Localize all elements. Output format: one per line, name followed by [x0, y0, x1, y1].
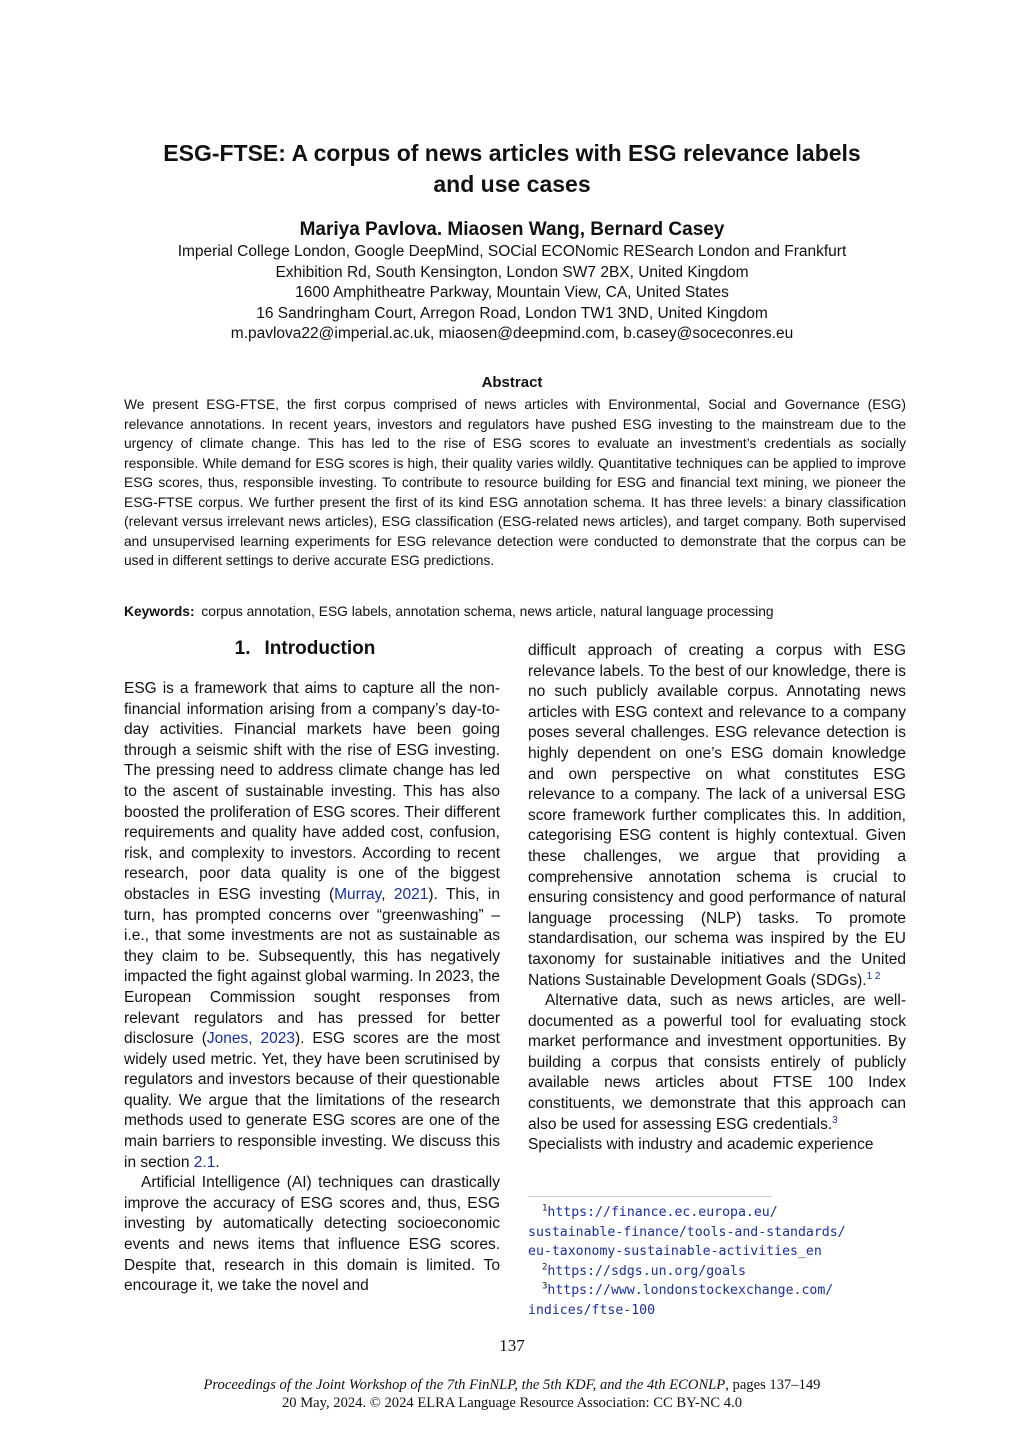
page-number: 137 [499, 1336, 525, 1355]
footnote-3[interactable]: $^3$https://www.londonstockexchange.com/ [542, 1281, 834, 1299]
affiliation-line: Imperial College London, Google DeepMind, SOCial ECONomic RESearch London and Frankfurt [177, 243, 847, 260]
intro-paragraph-4: Alternative data, such as news articles, are well-documented as a powerful tool for evaluating stock market performance and investment opportunities. By building a corpus that consists entirely of publicly available news articles about FTSE 100 Index constituents, we demonstrate that this approach can also be used for assessing ESG credentials.$^3$ [528, 992, 906, 1133]
footnotes [528, 1203, 906, 1321]
footnote-1[interactable]: $^1$https://finance.ec.europa.eu/ [542, 1203, 778, 1220]
affiliation-line: 1600 Amphitheatre Parkway, Mountain View, CA, United States [295, 284, 729, 302]
intro-paragraph-1: ESG is a framework that aims to capture all the non-financial information arising from a company’s day-to-day activities. Financial markets have been going through a seismic shift with the rise of ESG investing. The pressing need to address climate change has led to the ascent of sustainable investing. This has also boosted the proliferation of ESG scores. Their different requirements and quality have added cost, confusion, risk, and complexity to investors. According to recent research, poor data quality is one of the biggest obstacles in ESG investing (Murray, 2021). This, in turn, has prompted concerns over “greenwashing” – i.e., that some investments are not as sustainable as they claim to be. Subsequently, this has negatively impacted the fight against global warming. In 2023, the European Commission sought responses from relevant regulators and has pressed for better disclosure (Jones, 2023). ESG scores are the most widely used metric. Yet, they have been scrutinised by regulators and investors because of their questionable quality. We argue that the limitations of the research methods used to generate ESG scores are one of the main barriers to responsible investing. We discuss this in section 2.1. [124, 680, 500, 1171]
keywords [124, 602, 906, 622]
author-list: Mariya Pavlova. Miaosen Wang, Bernard Casey [299, 219, 725, 240]
proceedings-footer [0, 1376, 1024, 1412]
intro-paragraph-2: Artificial Intelligence (AI) techniques can drastically improve the accuracy of ESG scores and, thus, ESG investing by automatically detecting socioeconomic events and news items that influence ESG scores. Despite that, research in this domain is limited. To encourage it, we take the novel and [124, 1174, 500, 1295]
abstract-text: We present ESG-FTSE, the first corpus comprised of news articles with Environmental, Social and Governance (ESG) relevance annotations. In recent years, investors and regulators have pushed ESG investing to the mainstream due to the urgency of climate change. This has led to the rise of ESG scores to evaluate an investment’s credentials as socially responsible. While demand for ESG scores is high, their quality varies wildly. Quantitative techniques can be applied to improve ESG scores, thus, responsible investing. To contribute to resource building for ESG and financial text mining, we pioneer the ESG-FTSE corpus. We further present the first of its kind ESG annotation schema. It has three levels: a binary classification (relevant versus irrelevant news articles), ESG classification (ESG-related news articles), and target company. Both supervised and unsupervised learning experiments for ESG relevance detection were conducted to demonstrate that the corpus can be used in different settings to derive accurate ESG predictions. [124, 397, 906, 568]
footnote-2[interactable]: $^2$https://sdgs.un.org/goals [542, 1262, 746, 1279]
section-heading-introduction [124, 636, 500, 662]
footnote-3-cont[interactable]: indices/ftse-100 [528, 1302, 656, 1318]
citation-murray[interactable]: Murray [334, 885, 382, 903]
title-line-2: and use cases [433, 171, 591, 197]
intro-paragraph-5: Specialists with industry and academic experience [528, 1136, 874, 1154]
affiliations [80, 242, 944, 345]
affiliation-line: Exhibition Rd, South Kensington, London SW7 2BX, United Kingdom [275, 263, 749, 281]
proceedings-pages: , pages 137–149 [725, 1377, 821, 1393]
section-ref-2-1[interactable]: 2.1 [193, 1153, 216, 1171]
left-column [124, 679, 500, 1297]
citation-jones[interactable]: Jones, 2023 [206, 1030, 295, 1048]
keywords-label: Keywords: [124, 604, 195, 619]
proceedings-license: 20 May, 2024. © 2024 ELRA Language Resource Association: CC BY-NC 4.0 [281, 1395, 743, 1411]
title-line-1: ESG-FTSE: A corpus of news articles with ESG relevance labels [163, 140, 861, 166]
paper-title [100, 138, 924, 200]
intro-paragraph-3: difficult approach of creating a corpus with ESG relevance labels. To the best of our knowledge, there is no such publicly available corpus. Annotating news articles with ESG context and relevance to a company poses several challenges. ESG relevance detection is highly dependent on one’s ESG domain knowledge and own perspective on what constitutes ESG relevance to a company. The lack of a universal ESG score framework further complicates this. In addition, categorising ESG content is highly contextual. Given these challenges, we argue that providing a comprehensive annotation schema is crucial to ensuring consistency and good performance of natural language processing (NLP) tasks. To promote standardisation, our schema was inspired by the EU taxonomy for sustainable initiatives and the United Nations Sustainable Development Goals (SDGs).$^{1 2}$ [528, 642, 906, 989]
affiliation-line: 16 Sandringham Court, Arregon Road, London TW1 3ND, United Kingdom [256, 304, 768, 322]
citation-murray-year[interactable]: 2021 [393, 885, 429, 903]
right-column [528, 641, 906, 1156]
author-emails: m.pavlova22@imperial.ac.uk, miaosen@deepmind.com, b.casey@soceconres.eu [230, 325, 794, 343]
section-number: 1. [234, 638, 251, 659]
abstract-heading: Abstract [481, 374, 543, 391]
proceedings-title: Proceedings of the Joint Workshop of the 7th FinNLP, the 5th KDF, and the 4th ECONLP [203, 1377, 726, 1393]
keywords-text: corpus annotation, ESG labels, annotation schema, news article, natural language processing [201, 604, 774, 619]
footnote-divider [528, 1196, 772, 1197]
footnote-mark-3[interactable]: 3 [832, 1114, 838, 1126]
footnote-mark-1-2[interactable]: 1 2 [866, 970, 881, 982]
footnote-1-cont[interactable]: sustainable-finance/tools-and-standards/ [528, 1224, 846, 1240]
footnote-1-cont[interactable]: eu-taxonomy-sustainable-activities_en [528, 1244, 822, 1260]
section-title: Introduction [264, 638, 376, 659]
